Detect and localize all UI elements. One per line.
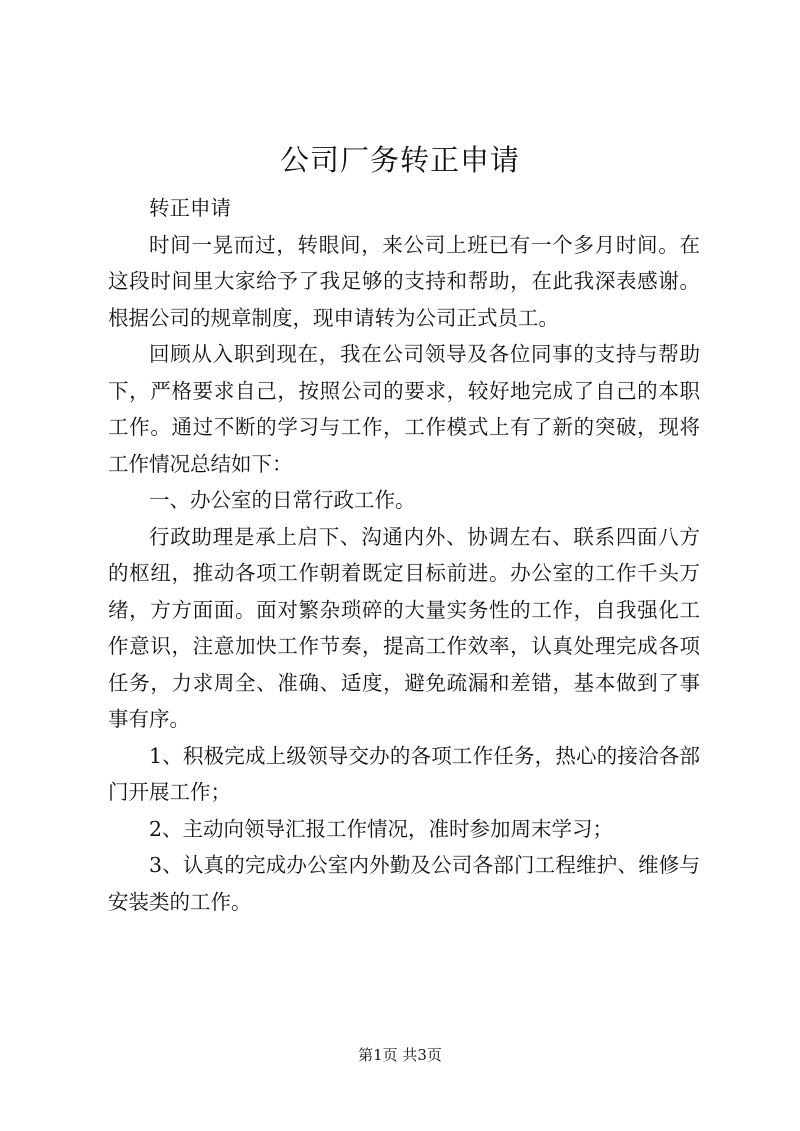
paragraph-heading: 转正申请: [149, 196, 231, 220]
section-heading: 一、办公室的日常行政工作。: [149, 488, 416, 512]
paragraph: 行政助理是承上启下、沟通内外、协调左右、联系四面八方的枢纽，推动各项工作朝着既定目标前进。办公室的工作千头万绪，方方面面。面对繁杂琐碎的大量实务性的工作，自我强化工作意识，注意加快工作节奏，提高工作效率，认真处理完成各项任务，力求周全、准确、适度，避免疏漏和差错，基本做到了事事有序。: [108, 524, 700, 731]
list-item: 3、认真的完成办公室内外勤及公司各部门工程维护、维修与安装类的工作。: [108, 853, 700, 914]
paragraph: 时间一晃而过，转眼间，来公司上班已有一个多月时间。在这段时间里大家给予了我足够的支持和帮助，在此我深表感谢。根据公司的规章制度，现申请转为公司正式员工。: [108, 232, 700, 330]
list-item: 2、主动向领导汇报工作情况，准时参加周末学习；: [149, 816, 614, 841]
page-footer: 第1页 共3页: [358, 1046, 442, 1064]
document-title: 公司厂务转正申请: [279, 143, 520, 177]
list-item: 1、积极完成上级领导交办的各项工作任务，热心的接洽各部门开展工作；: [108, 743, 700, 804]
document-body: [108, 190, 700, 920]
paragraph: 回顾从入职到现在，我在公司领导及各位同事的支持与帮助下，严格要求自己，按照公司的要求，较好地完成了自己的本职工作。通过不断的学习与工作，工作模式上有了新的突破，现将工作情况总结如下：: [108, 342, 700, 476]
